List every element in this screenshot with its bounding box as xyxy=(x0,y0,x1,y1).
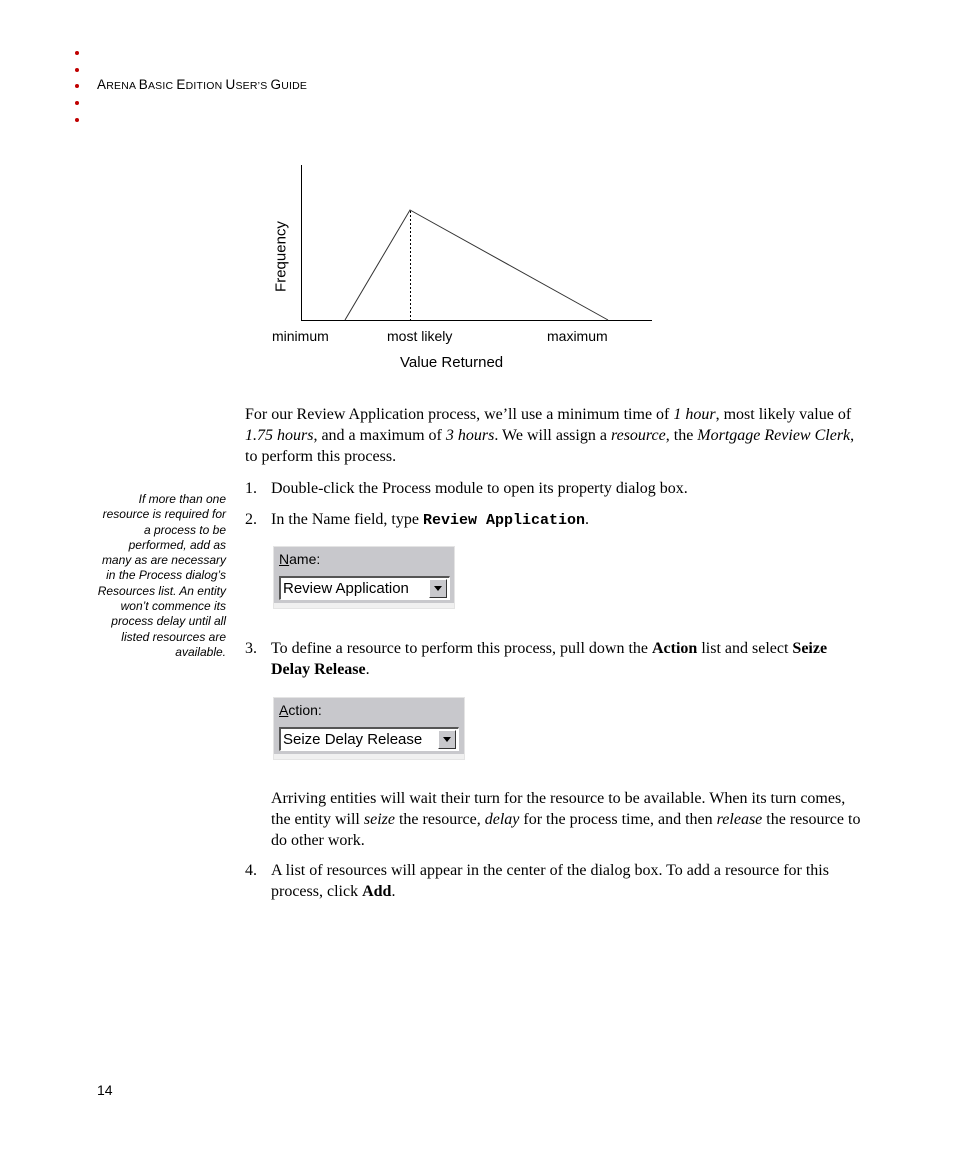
x-tick-maximum: maximum xyxy=(547,328,608,344)
emphasis: resource xyxy=(610,427,666,444)
name-combobox[interactable] xyxy=(279,576,450,600)
y-axis-label: Frequency xyxy=(272,221,290,292)
text: Arriving entities will wait their turn for the resource to be available. When its turn comes, the entity will xyxy=(271,790,846,828)
name-field-screenshot xyxy=(273,546,455,609)
chart-plot xyxy=(260,155,660,380)
divider xyxy=(274,603,454,608)
text: For our Review Application process, we’ll use a minimum time of xyxy=(245,406,674,423)
text: the resource to do other work. xyxy=(271,811,861,849)
bullet-icon xyxy=(75,101,79,105)
label-text: ction: xyxy=(288,702,322,718)
step-text: Double-click the Process module to open its property dialog box. xyxy=(271,480,688,497)
text: list and select xyxy=(697,640,793,657)
running-head-smallcaps: ASIC xyxy=(147,80,177,92)
text: , to perform this process. xyxy=(245,427,855,465)
running-head-cap: A xyxy=(97,77,107,92)
step-number: 4. xyxy=(245,862,257,879)
name-value: Review Application xyxy=(283,580,409,597)
action-field-screenshot xyxy=(273,697,465,760)
mnemonic: A xyxy=(279,702,289,718)
distribution-line xyxy=(345,210,608,320)
step-text xyxy=(271,860,861,902)
running-head-cap: E xyxy=(176,77,186,92)
text: , the xyxy=(665,427,698,444)
text: , most likely value of xyxy=(715,406,852,423)
triangular-distribution-chart xyxy=(260,155,660,380)
text: the resource, xyxy=(394,811,485,828)
running-head-smallcaps: UIDE xyxy=(281,80,308,92)
running-head-smallcaps: SER’S xyxy=(235,80,271,92)
page-number: 14 xyxy=(97,1082,113,1098)
emphasis: delay xyxy=(484,811,520,828)
text: , and a maximum of xyxy=(313,427,446,444)
divider xyxy=(274,754,464,759)
bold-text: Seize Delay Release xyxy=(271,640,828,678)
step-number: 3. xyxy=(245,640,257,657)
intro-paragraph xyxy=(245,404,860,467)
emphasis: seize xyxy=(363,811,395,828)
emphasis: 1 hour xyxy=(673,406,716,423)
text: . xyxy=(391,883,396,900)
bold-text: Action xyxy=(652,640,698,657)
margin-note: If more than one resource is required for a process to be performed, add as many as are necessary in the Process dialog’s Resources list. An entity won’t commence its process delay until all listed resources are available. xyxy=(97,492,226,659)
label-text: ame: xyxy=(289,551,321,567)
text: . xyxy=(365,661,370,678)
arriving-paragraph xyxy=(271,788,861,851)
x-axis-label: Value Returned xyxy=(400,354,504,371)
code-text: Review Application xyxy=(422,512,585,529)
step-text xyxy=(271,509,861,531)
action-label xyxy=(279,702,322,718)
text: In the Name field, type xyxy=(271,511,423,528)
x-tick-most-likely: most likely xyxy=(387,328,453,344)
mnemonic: N xyxy=(279,551,290,567)
bold-text: Add xyxy=(362,883,392,900)
step-text xyxy=(271,638,861,680)
name-label xyxy=(279,551,320,567)
x-tick-minimum: minimum xyxy=(272,328,329,344)
action-combobox[interactable] xyxy=(279,727,459,751)
running-head-cap: G xyxy=(270,77,282,92)
bullet-icon xyxy=(75,68,79,72)
running-head-cap: B xyxy=(138,77,148,92)
running-head-cap: U xyxy=(225,77,236,92)
action-value: Seize Delay Release xyxy=(283,731,423,748)
text: . xyxy=(584,511,589,528)
emphasis: release xyxy=(716,811,763,828)
running-head-smallcaps: DITION xyxy=(185,80,226,92)
text: for the process time, and then xyxy=(519,811,717,828)
bullet-icon xyxy=(75,51,79,55)
step-number: 2. xyxy=(245,511,257,528)
step-number: 1. xyxy=(245,480,257,497)
running-head-smallcaps: RENA xyxy=(106,80,139,92)
emphasis: Mortgage Review Clerk xyxy=(697,427,851,444)
dropdown-arrow-icon[interactable] xyxy=(438,730,456,749)
emphasis: 3 hours xyxy=(445,427,495,444)
emphasis: 1.75 hours xyxy=(245,427,314,444)
text: A list of resources will appear in the center of the dialog box. To add a resource for this process, click xyxy=(271,862,829,900)
dropdown-arrow-icon[interactable] xyxy=(429,579,447,598)
bullet-icon xyxy=(75,84,79,88)
text: . We will assign a xyxy=(494,427,611,444)
text: To define a resource to perform this process, pull down the xyxy=(271,640,652,657)
bullet-icon xyxy=(75,118,79,122)
running-head xyxy=(97,77,307,92)
